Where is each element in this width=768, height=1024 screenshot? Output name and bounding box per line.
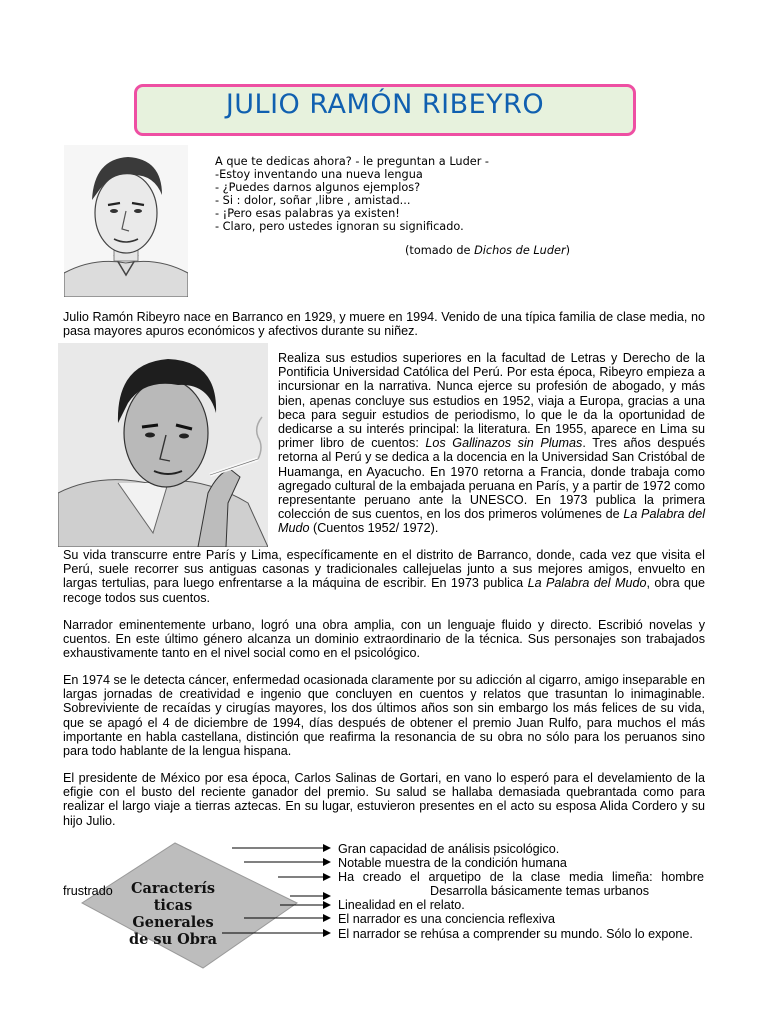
- feature-item: Ha creado el arquetipo de la clase media limeña: hombre: [338, 870, 704, 884]
- quote-line: A que te dedicas ahora? - le preguntan a Luder -: [215, 155, 490, 168]
- page-title: JULIO RAMÓN RIBEYRO: [225, 88, 545, 120]
- feature-item: Desarrolla básicamente temas urbanos: [430, 884, 650, 898]
- diagram-label-line: Generales: [132, 914, 214, 931]
- feature-item: Linealidad en el relato.: [338, 898, 465, 912]
- author-photo-smoking: [58, 343, 268, 547]
- author-portrait-sketch: [64, 145, 188, 297]
- feature-item: El narrador se rehúsa a comprender su mundo. Sólo lo expone.: [338, 927, 693, 941]
- diagram-label-line: de su Obra: [129, 931, 217, 948]
- quote-line: - Si : dolor, soñar ,libre , amistad...: [215, 194, 411, 208]
- luder-quote: [215, 155, 535, 234]
- studies-text-1: Realiza sus estudios superiores en la facultad de Letras y Derecho de la Pontificia Universidad Católica del Perú. Por esta época, Ribeyro empieza a incursionar en la narrativa. Nunca ejerce su profesión de abogado, y más bien, apenas concluye sus estudios en 1952, viaja a Europa, gracias a una beca para seguir estudios de periodismo, lo que le da la oportunidad de dedicarse a su interés principal: la literatura. En 1955, aparece en Lima su primer libro de cuentos:: [278, 351, 705, 451]
- quote-source: [405, 244, 570, 257]
- quote-line: -Estoy inventando una nueva lengua: [215, 168, 423, 182]
- quote-line: - ¡Pero esas palabras ya existen!: [215, 207, 400, 221]
- diagram-label: [118, 880, 228, 948]
- studies-text-3: (Cuentos 1952/ 1972).: [309, 521, 439, 536]
- narrator-paragraph: Narrador eminentemente urbano, logró una obra amplia, con un lenguaje fluido y directo. Escribió novelas y cuentos. En este último género alcanza un dominio extraordinario de la técnica. Sus personajes son trabajados exhaustivamente tanto en el nivel social como en el psicológico.: [63, 618, 705, 661]
- source-suffix: ): [565, 244, 571, 257]
- source-title: Dichos de Luder: [474, 244, 566, 257]
- feature-item: El narrador es una conciencia reflexiva: [338, 912, 556, 926]
- mexico-paragraph: El presidente de México por esa época, Carlos Salinas de Gortari, en vano lo esperó para el develamiento de la efigie con el busto del reciente ganador del premio. Su salud se hallaba demasiada quebrantada como para realizar el largo viaje a tierras aztecas. En su lugar, estuvieron presentes en el acto su esposa Alida Cordero y su hijo Julio.: [63, 771, 705, 828]
- source-prefix: (tomado de: [405, 244, 475, 257]
- quote-line: - ¿Puedes darnos algunos ejemplos?: [215, 181, 421, 195]
- life-text-2: , obra que recoge todos sus cuentos.: [63, 576, 705, 605]
- book-title-palabra-mudo: La Palabra del Mudo: [527, 576, 647, 591]
- quote-line: - Claro, pero ustedes ignoran su significado.: [215, 220, 464, 234]
- book-title-palabra-mudo: La Palabra del Mudo: [278, 507, 705, 536]
- feature-item: Gran capacidad de análisis psicológico.: [338, 842, 560, 856]
- studies-paragraph: [278, 351, 705, 536]
- life-text-1: Su vida transcurre entre París y Lima, específicamente en el distrito de Barranco, donde, cada vez que visita el Perú, suele recorrer sus antiguas casonas y tradicionales callejuelas junto a sus mejores amigos, envuelto en largas tertulias, para luego enfrentarse a la máquina de escribir. En 1973 publica: [63, 548, 705, 591]
- feature-item: frustrado: [63, 884, 113, 898]
- diagram-label-line: Caracterís: [130, 880, 216, 897]
- diagram-label-line: ticas: [153, 897, 193, 914]
- life-paragraph: [63, 548, 705, 605]
- studies-text-2: . Tres años después retorna al Perú y se dedica a la docencia en la Universidad San Cristóbal de Huamanga, en Ayacucho. En 1970 retorna a Francia, donde trabaja como agregado cultural de la embajada peruana en París, y a partir de 1972 como representante peruano ante la UNESCO. En 1973 publica la primera colección de sus cuentos, en los dos primeros volúmenes de: [278, 436, 705, 522]
- intro-paragraph: Julio Ramón Ribeyro nace en Barranco en 1929, y muere en 1994. Venido de una típica familia de clase media, no pasa mayores apuros económicos y afectivos durante su niñez.: [63, 310, 705, 339]
- feature-item: Notable muestra de la condición humana: [338, 856, 567, 870]
- cancer-paragraph: En 1974 se le detecta cáncer, enfermedad ocasionada claramente por su adicción al cigarro, amigo inseparable en largas jornadas de creatividad e ingenio que concluyen en cuentos y relatos que trasuntan lo inimaginable. Sobreviviente de recaídas y cirugías mayores, los dos últimos años son sin embargo los más felices de su vida, que se apagó el 4 de diciembre de 1994, días después de obtener el premio Juan Rulfo, para muchos el más importante en habla castellana, distinción que reafirma la resonancia de su obra no sólo para los peruanos sino para todo hablante de la lengua hispana.: [63, 673, 705, 759]
- title-banner: [134, 84, 636, 136]
- book-title-gallinazos: Los Gallinazos sin Plumas: [425, 436, 583, 451]
